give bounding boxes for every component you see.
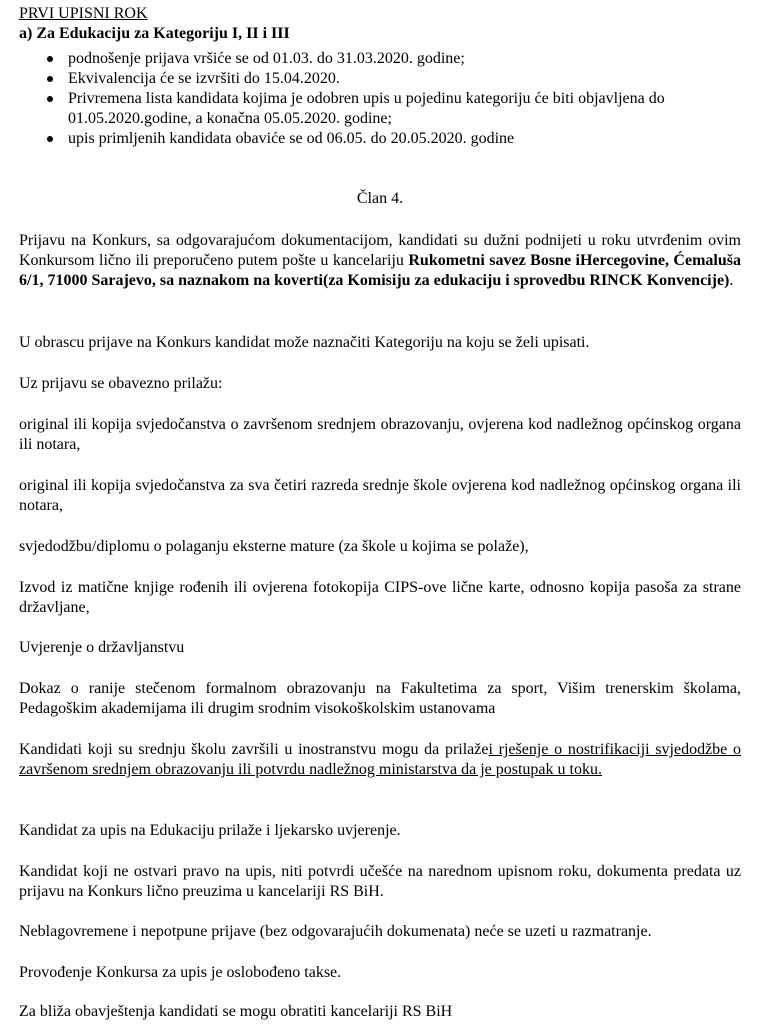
paragraph-fee: Provođenje Konkursa za upis je oslobođeno takse. <box>19 964 342 981</box>
paragraph-document-6: Dokaz o ranije stečenom formalnom obrazovanju na Fakultetima za sport, Višim trenerskim školama, Pedagoškim akademijama ili drugim srodnim visokoškolskim ustanovama <box>19 680 741 717</box>
section-subheading: a) Za Edukaciju za Kategoriju I, II i III <box>19 25 290 42</box>
list-item: Privremena lista kandidata kojima je odobren upis u pojedinu kategoriju će biti objavljena do 01.05.2020.godine, a konačna 05.05.2020. godine; <box>19 89 709 129</box>
paragraph-pickup: Kandidat koji ne ostvari pravo na upis, niti potvrdi učešće na narednom upisnom roku, dokumenta predata uz prijavu na Konkurs lično preuzima u kancelariji RS BiH. <box>19 863 741 900</box>
bullet-icon <box>47 56 53 62</box>
bullet-icon <box>47 96 53 102</box>
paragraph-document-4: Izvod iz matične knjige rođenih ili ovjerena fotokopija CIPS-ove lične karte, odnosno kopija pasoša za strane državljane, <box>19 579 741 616</box>
article-title: Član 4. <box>356 190 404 207</box>
list-item: podnošenje prijava vršiće se od 01.03. do 31.03.2020. godine; <box>19 49 709 69</box>
section-heading: PRVI UPISNI ROK <box>19 5 148 22</box>
paragraph-incomplete: Neblagovremene i nepotpune prijave (bez odgovarajućih dokumenata) neće se uzeti u razmatranje. <box>19 923 652 940</box>
paragraph-document-5: Uvjerenje o državljanstvu <box>19 639 185 656</box>
paragraph-document-2: original ili kopija svjedočanstva za sva četiri razreda srednje škole ovjerena kod nadležnog općinskog organa ili notara, <box>19 477 741 514</box>
list-item: Ekvivalencija će se izvršiti do 15.04.2020. <box>19 69 709 89</box>
bullet-icon <box>47 76 53 82</box>
paragraph-medical: Kandidat za upis na Edukaciju prilaže i ljekarsko uvjerenje. <box>19 822 401 839</box>
paragraph-document-1: original ili kopija svjedočanstva o završenom srednjem obrazovanju, ovjerena kod nadležnog općinskog organa ili notara, <box>19 416 741 453</box>
paragraph-category: U obrascu prijave na Konkurs kandidat može naznačiti Kategoriju na koju se želi upisati. <box>19 334 590 351</box>
list-item: upis primljenih kandidata obaviće se od 06.05. do 20.05.2020. godine <box>19 129 709 149</box>
paragraph-submission: Prijavu na Konkurs, sa odgovarajućom dokumentacijom, kandidati su dužni podnijeti u roku utvrđenim ovim Konkursom lično ili preporučeno putem pošte u kancelariju Rukometni savez Bosne iHercegovine, Ćemaluša 6/1, 71000 Sarajevo, sa naznakom na koverti(za Komisiju za edukaciju i sprovedbu RINCK Konvencije). <box>19 232 741 289</box>
paragraph-contact: Za bliža obavještenja kandidati se mogu obratiti kancelariji RS BiH <box>19 1003 453 1020</box>
bullet-icon <box>47 136 53 142</box>
paragraph-attachments-intro: Uz prijavu se obavezno prilažu: <box>19 375 223 392</box>
deadline-list <box>19 49 709 149</box>
paragraph-document-3: svjedodžbu/diplomu o polaganju eksterne mature (za škole u kojima se polaže), <box>19 538 529 555</box>
paragraph-abroad: Kandidati koji su srednju školu završili u inostranstvu mogu da prilažei rješenje o nostrifikaciji svjedodžbe o završenom srednjem obrazovanju ili potvrdu nadležnog ministarstva da je postupak u toku. <box>19 741 741 778</box>
